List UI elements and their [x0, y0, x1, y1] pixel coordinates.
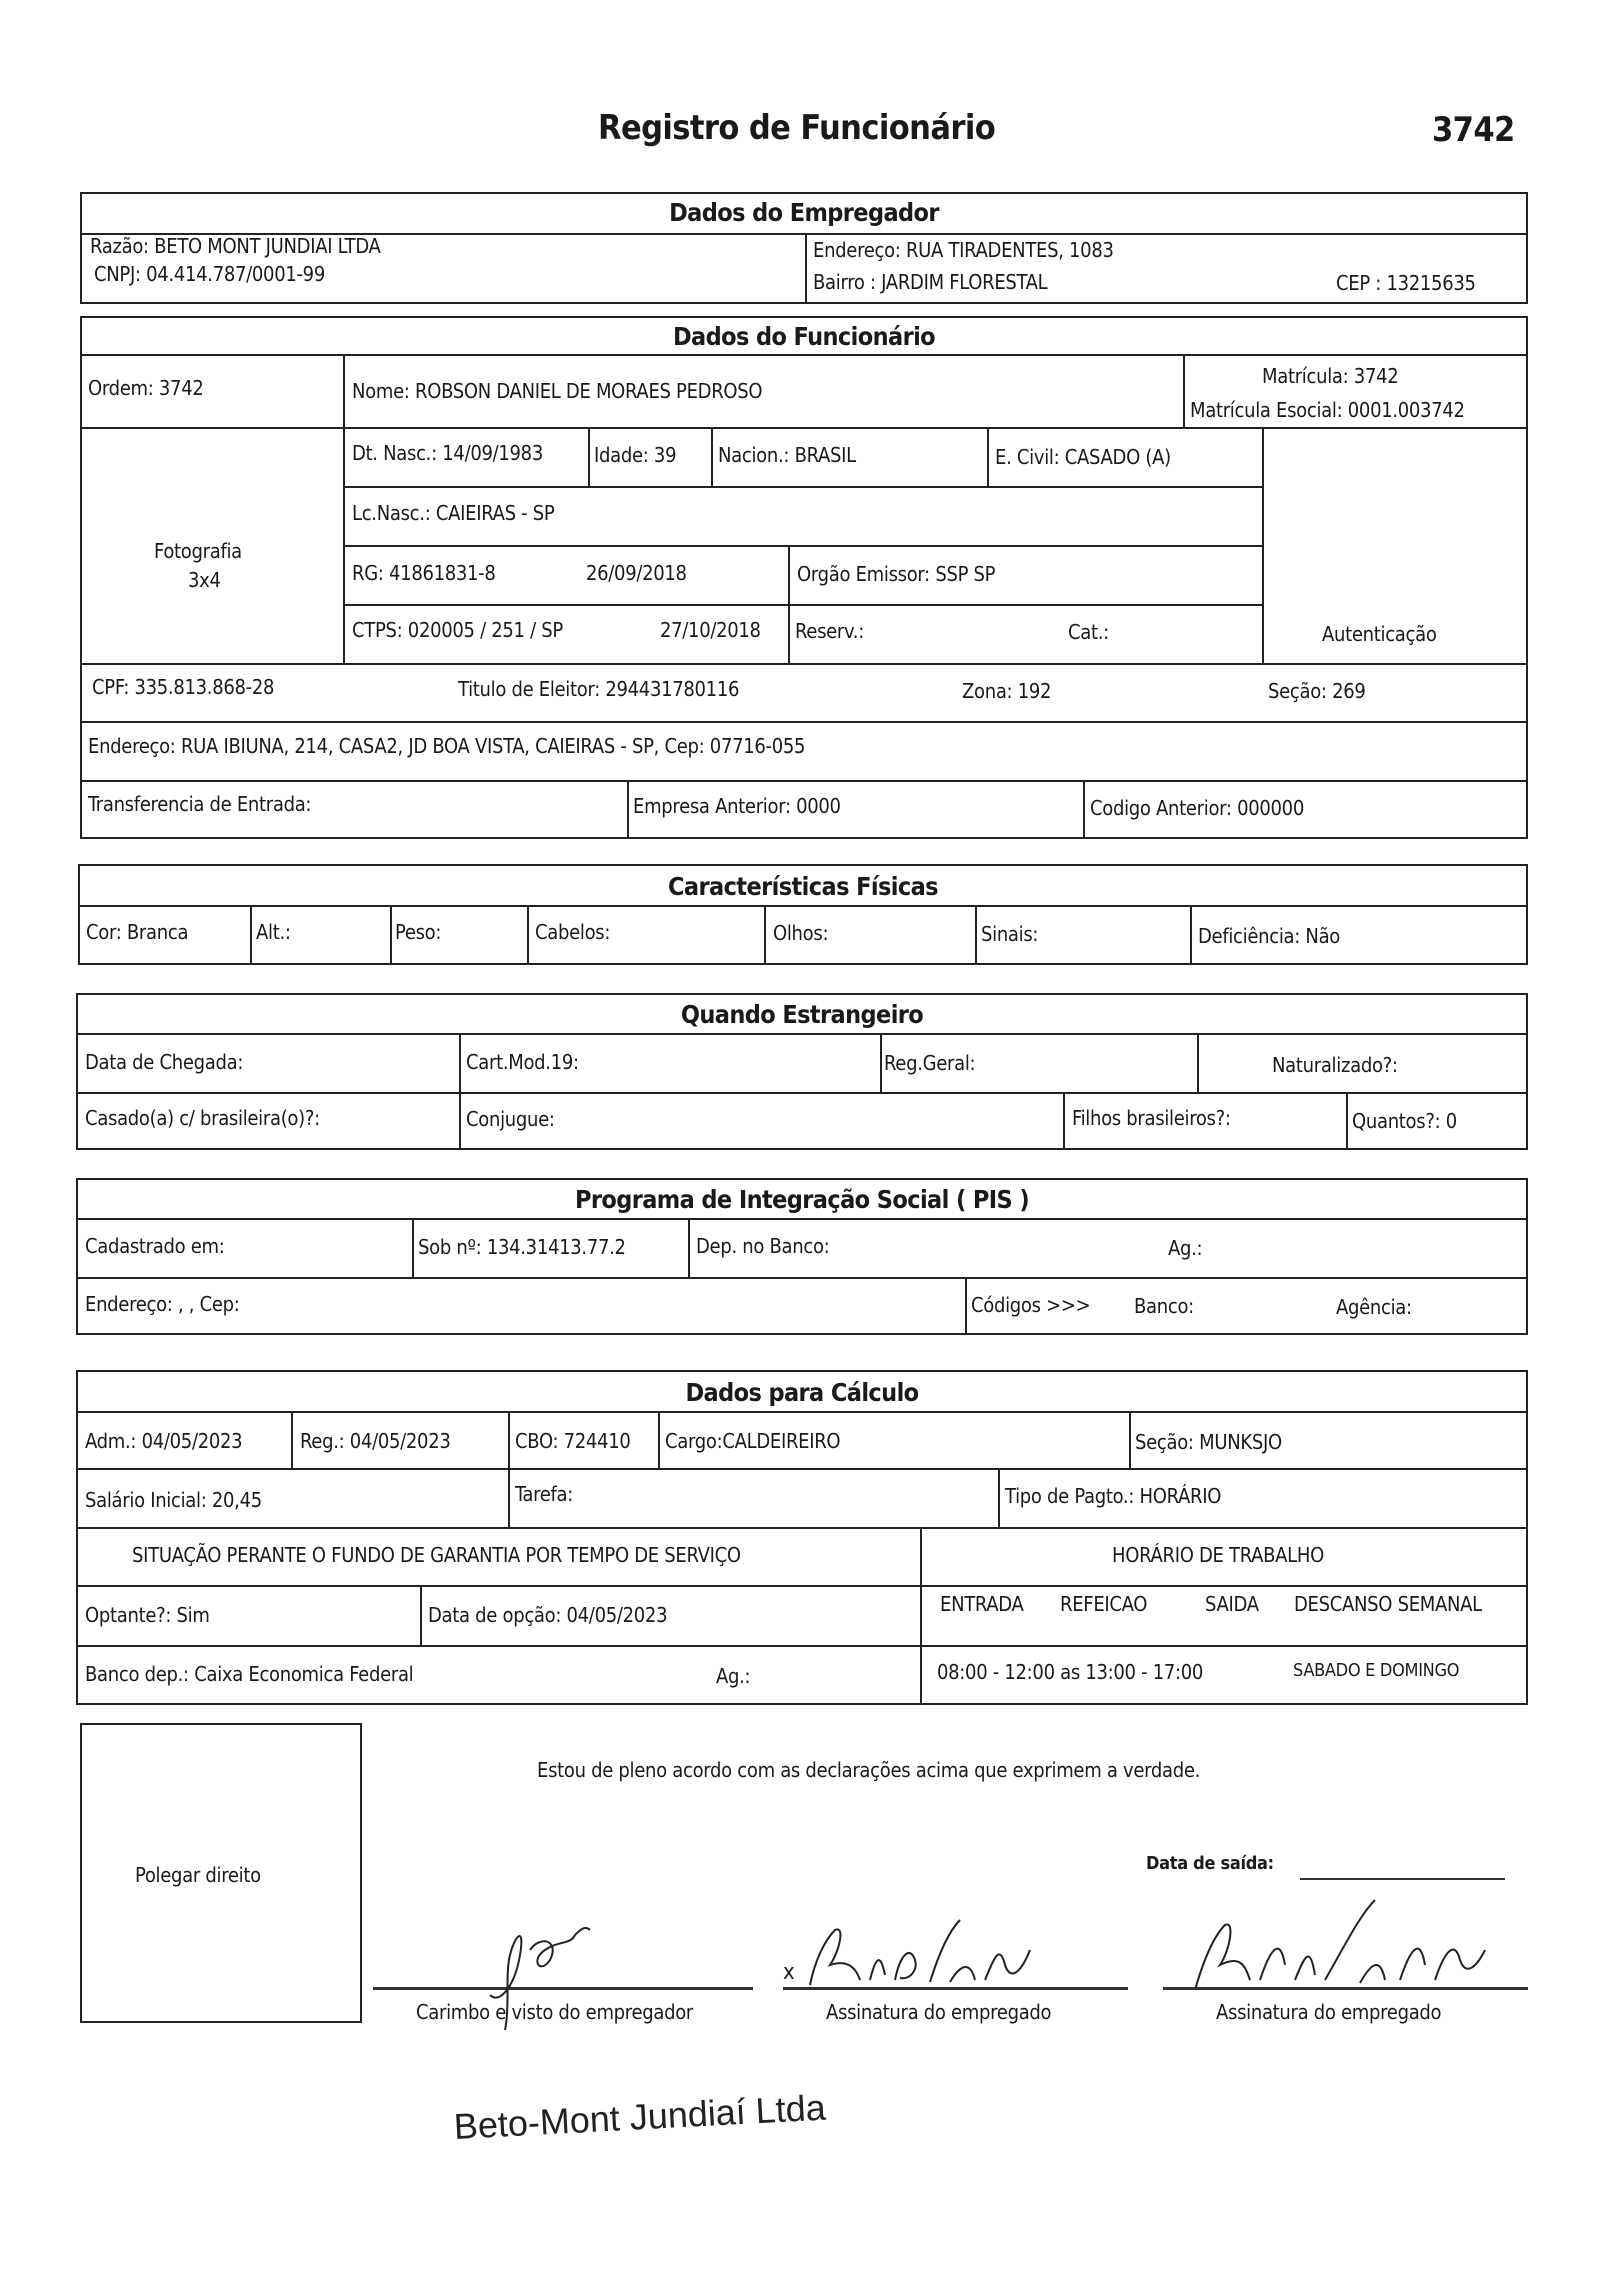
divider — [343, 486, 1262, 488]
cbo-field: CBO: 724410 — [515, 1429, 631, 1453]
codes-label: Códigos >>> — [971, 1293, 1091, 1317]
task-field: Tarefa: — [515, 1482, 574, 1506]
pis-agency-field: Ag.: — [1168, 1236, 1203, 1260]
exit-date-line[interactable] — [1300, 1878, 1505, 1880]
children-count-field: Quantos?: 0 — [1352, 1109, 1457, 1133]
divider — [420, 1585, 422, 1645]
general-registry-field: Reg.Geral: — [884, 1051, 976, 1075]
fgts-title: SITUAÇÃO PERANTE O FUNDO DE GARANTIA POR TEMPO DE SERVIÇO — [132, 1543, 741, 1567]
employer-razao: Razão: BETO MONT JUNDIAI LTDA — [90, 234, 381, 258]
divider — [80, 780, 1528, 782]
issuing-agency-field: Orgão Emissor: SSP SP — [797, 562, 996, 586]
ctps-field: CTPS: 020005 / 251 / SP — [352, 618, 563, 642]
brazilian-children-field: Filhos brasileiros?: — [1072, 1106, 1231, 1130]
divider — [1063, 1092, 1065, 1150]
ctps-date-field: 27/10/2018 — [660, 618, 761, 642]
registration-date-field: Reg.: 04/05/2023 — [300, 1429, 451, 1453]
calc-box — [76, 1370, 1528, 1705]
employer-neighborhood: Bairro : JARDIM FLORESTAL — [813, 270, 1048, 294]
name-field: Nome: ROBSON DANIEL DE MORAES PEDROSO — [352, 379, 763, 403]
divider — [1129, 1411, 1131, 1468]
deposit-bank-field: Banco dep.: Caixa Economica Federal — [85, 1662, 414, 1686]
disability-field: Deficiência: Não — [1198, 924, 1341, 948]
job-title-field: Cargo:CALDEIREIRO — [665, 1429, 841, 1453]
voting-zone-field: Zona: 192 — [962, 679, 1052, 703]
arrival-date-field: Data de Chegada: — [85, 1050, 244, 1074]
exit-date-label: Data de saída: — [1146, 1853, 1274, 1874]
employee-signature-2 — [1185, 1895, 1515, 1995]
employee-signature-label-2: Assinatura do empregado — [1216, 2000, 1442, 2024]
divider — [76, 1468, 1528, 1470]
bank-deposit-field: Dep. no Banco: — [696, 1234, 830, 1258]
employer-cnpj: CNPJ: 04.414.787/0001-99 — [94, 262, 325, 286]
divider — [711, 427, 713, 486]
divider — [80, 427, 1528, 429]
employee-section-title: Dados do Funcionário — [672, 322, 936, 351]
divider — [1346, 1092, 1348, 1150]
work-schedule-title: HORÁRIO DE TRABALHO — [1112, 1543, 1324, 1567]
birthplace-field: Lc.Nasc.: CAIEIRAS - SP — [352, 501, 555, 525]
schedule-header-weekly-rest: DESCANSO SEMANAL — [1294, 1592, 1482, 1616]
employer-address: Endereço: RUA TIRADENTES, 1083 — [813, 238, 1114, 262]
admission-date-field: Adm.: 04/05/2023 — [85, 1429, 243, 1453]
previous-code-field: Codigo Anterior: 000000 — [1090, 796, 1304, 820]
reserv-field: Reserv.: — [795, 619, 864, 643]
divider — [343, 354, 345, 664]
eyes-field: Olhos: — [773, 921, 829, 945]
employer-section-title: Dados do Empregador — [669, 198, 939, 227]
marks-field: Sinais: — [981, 922, 1039, 946]
naturalized-field: Naturalizado?: — [1272, 1053, 1398, 1077]
weekly-rest-days: SABADO E DOMINGO — [1293, 1660, 1460, 1681]
registered-at-field: Cadastrado em: — [85, 1234, 225, 1258]
foreigner-section-title: Quando Estrangeiro — [680, 1000, 924, 1029]
deposit-agency-field: Ag.: — [716, 1664, 751, 1688]
divider — [920, 1527, 922, 1705]
divider — [76, 1645, 1528, 1647]
divider — [343, 545, 1262, 547]
divider — [343, 604, 1262, 606]
matricula-field: Matrícula: 3742 — [1262, 364, 1399, 388]
cat-field: Cat.: — [1068, 620, 1109, 644]
divider — [588, 427, 590, 486]
divider — [80, 354, 1528, 356]
declaration-text: Estou de pleno acordo com as declarações acima que exprimem a verdade. — [537, 1758, 1201, 1782]
voting-section-field: Seção: 269 — [1268, 679, 1366, 703]
divider — [1262, 427, 1264, 664]
initial-salary-field: Salário Inicial: 20,45 — [85, 1488, 262, 1512]
cpf-field: CPF: 335.813.868-28 — [92, 675, 275, 699]
divider — [658, 1411, 660, 1468]
employee-signature-1 — [800, 1910, 1060, 1995]
divider — [76, 1411, 1528, 1413]
schedule-times: 08:00 - 12:00 as 13:00 - 17:00 — [937, 1660, 1204, 1684]
schedule-header-exit: SAIDA — [1205, 1592, 1259, 1616]
civil-status-field: E. Civil: CASADO (A) — [995, 445, 1171, 469]
employer-stamp-label: Carimbo e visto do empregador — [416, 2000, 694, 2024]
divider — [764, 905, 766, 965]
age-field: Idade: 39 — [594, 443, 677, 467]
divider — [412, 1218, 414, 1277]
divider — [459, 1092, 461, 1150]
married-brazilian-field: Casado(a) c/ brasileira(o)?: — [85, 1106, 320, 1130]
record-number: 3742 — [1432, 110, 1515, 150]
divider — [76, 1585, 1528, 1587]
divider — [627, 780, 629, 839]
divider — [975, 905, 977, 965]
hair-field: Cabelos: — [535, 920, 611, 944]
option-date-field: Data de opção: 04/05/2023 — [428, 1603, 668, 1627]
divider — [390, 905, 392, 965]
spouse-field: Conjugue: — [466, 1107, 555, 1131]
photo-size-label: 3x4 — [188, 568, 221, 592]
employee-address-field: Endereço: RUA IBIUNA, 214, CASA2, JD BOA VISTA, CAIEIRAS - SP, Cep: 07716-055 — [88, 734, 806, 758]
page-title: Registro de Funcionário — [598, 108, 996, 148]
divider — [987, 427, 989, 486]
divider — [459, 1033, 461, 1092]
divider — [880, 1033, 882, 1092]
divider — [805, 233, 807, 304]
divider — [291, 1411, 293, 1468]
schedule-header-meal: REFEICAO — [1060, 1592, 1148, 1616]
physical-section-title: Características Físicas — [668, 872, 938, 901]
divider — [76, 1033, 1528, 1035]
pis-address-field: Endereço: , , Cep: — [85, 1292, 240, 1316]
divider — [80, 663, 1528, 665]
divider — [76, 1092, 1528, 1094]
divider — [1197, 1033, 1199, 1092]
divider — [688, 1218, 690, 1277]
ordem-field: Ordem: 3742 — [88, 376, 204, 400]
rg-date-field: 26/09/2018 — [586, 561, 687, 585]
department-field: Seção: MUNKSJO — [1135, 1430, 1282, 1454]
divider — [78, 905, 1528, 907]
rg-field: RG: 41861831-8 — [352, 561, 496, 585]
divider — [1190, 905, 1192, 965]
authentication-label: Autenticação — [1322, 622, 1437, 646]
divider — [1183, 354, 1185, 428]
pis-number-field: Sob nº: 134.31413.77.2 — [418, 1235, 626, 1259]
birth-date-field: Dt. Nasc.: 14/09/1983 — [352, 441, 543, 465]
divider — [76, 1218, 1528, 1220]
company-stamp: Beto-Mont Jundiaí Ltda — [452, 2086, 827, 2148]
agency-code-field: Agência: — [1336, 1295, 1412, 1319]
divider — [965, 1277, 967, 1335]
card-model-field: Cart.Mod.19: — [466, 1050, 579, 1074]
skin-color-field: Cor: Branca — [86, 920, 189, 944]
bank-code-field: Banco: — [1134, 1294, 1194, 1318]
previous-company-field: Empresa Anterior: 0000 — [633, 794, 841, 818]
calc-section-title: Dados para Cálculo — [685, 1378, 919, 1407]
thumbprint-label: Polegar direito — [135, 1863, 261, 1887]
voter-id-field: Titulo de Eleitor: 294431780116 — [458, 677, 740, 701]
divider — [998, 1468, 1000, 1527]
employer-cep: CEP : 13215635 — [1336, 271, 1476, 295]
fgts-optant-field: Optante?: Sim — [85, 1603, 210, 1627]
matricula-esocial-field: Matrícula Esocial: 0001.003742 — [1190, 398, 1465, 422]
employee-signature-label-1: Assinatura do empregado — [826, 2000, 1052, 2024]
height-field: Alt.: — [256, 920, 291, 944]
weight-field: Peso: — [395, 920, 442, 944]
divider — [76, 1277, 1528, 1279]
pis-section-title: Programa de Integração Social ( PIS ) — [575, 1185, 1029, 1214]
divider — [80, 721, 1528, 723]
payment-type-field: Tipo de Pagto.: HORÁRIO — [1005, 1484, 1222, 1508]
divider — [250, 905, 252, 965]
photo-label: Fotografia — [154, 539, 242, 563]
x-mark: x — [783, 1960, 795, 1985]
divider — [527, 905, 529, 965]
schedule-header-entry: ENTRADA — [940, 1592, 1024, 1616]
nationality-field: Nacion.: BRASIL — [718, 443, 856, 467]
divider — [1083, 780, 1085, 839]
divider — [76, 1527, 1528, 1529]
transfer-field: Transferencia de Entrada: — [88, 792, 312, 816]
